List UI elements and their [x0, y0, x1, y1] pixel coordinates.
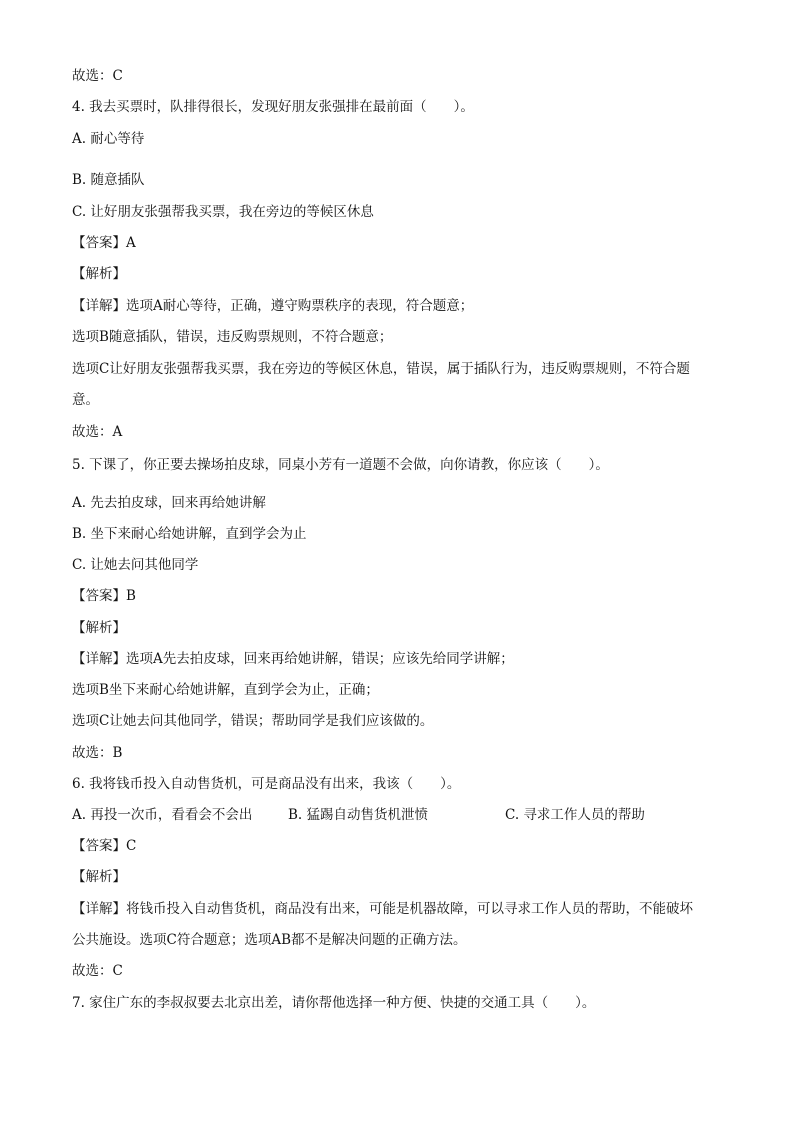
q6-answer: 【答案】C [72, 838, 137, 854]
question-7-stem: 7. 家住广东的李叔叔要去北京出差，请你帮他选择一种方便、快捷的交通工具（ ）。 [72, 995, 596, 1011]
q5-option-c: C. 让她去问其他同学 [72, 557, 199, 573]
q5-analysis-heading: 【解析】 [72, 620, 126, 636]
question-6-stem: 6. 我将钱币投入自动售货机，可是商品没有出来，我该（ ）。 [72, 776, 461, 792]
q4-option-a: A. 耐心等待 [72, 131, 145, 147]
q4-analysis-heading: 【解析】 [72, 266, 126, 282]
q5-answer: 【答案】B [72, 588, 136, 604]
q5-detail-2: 选项B坐下来耐心给她讲解，直到学会为止，正确； [72, 682, 379, 698]
q6-detail-1-cont: 公共施设。选项C符合题意；选项AB都不是解决问题的正确方法。 [72, 932, 467, 948]
q5-option-a: A. 先去拍皮球，回来再给她讲解 [72, 495, 266, 511]
q5-detail-3: 选项C让她去问其他同学，错误；帮助同学是我们应该做的。 [72, 713, 434, 729]
q4-option-b: B. 随意插队 [72, 172, 145, 188]
q4-detail-2: 选项B随意插队，错误，违反购票规则，不符合题意； [72, 329, 393, 345]
q5-detail-1: 【详解】选项A先去拍皮球，回来再给她讲解，错误；应该先给同学讲解； [72, 651, 514, 667]
q6-answer-choice: 故选：C [72, 963, 123, 979]
q4-answer-choice: 故选：A [72, 424, 123, 440]
q6-detail-1: 【详解】将钱币投入自动售货机，商品没有出来，可能是机器故障，可以寻求工作人员的帮助，不能破坏 [72, 901, 693, 917]
q6-option-b: B. 猛踢自动售货机泄愤 [288, 807, 429, 823]
q5-answer-choice: 故选：B [72, 745, 123, 761]
answer-choice-line: 故选：C [72, 68, 123, 84]
q6-option-a: A. 再投一次币，看看会不会出 [72, 807, 253, 823]
question-5-stem: 5. 下课了，你正要去操场拍皮球，同桌小芳有一道题不会做，向你请教，你应该（ ）。 [72, 457, 609, 473]
q4-detail-3: 选项C让好朋友张强帮我买票，我在旁边的等候区休息，错误，属于插队行为，违反购票规则，不符合题 [72, 361, 690, 377]
q4-detail-3-cont: 意。 [72, 392, 99, 408]
q4-option-c: C. 让好朋友张强帮我买票，我在旁边的等候区休息 [72, 204, 374, 220]
q6-analysis-heading: 【解析】 [72, 869, 126, 885]
question-4-stem: 4. 我去买票时，队排得很长，发现好朋友张强排在最前面（ ）。 [72, 99, 474, 115]
q4-answer: 【答案】A [72, 235, 136, 251]
q6-option-c: C. 寻求工作人员的帮助 [505, 807, 645, 823]
q5-option-b: B. 坐下来耐心给她讲解，直到学会为止 [72, 526, 307, 542]
q4-detail-1: 【详解】选项A耐心等待，正确，遵守购票秩序的表现，符合题意； [72, 298, 474, 314]
